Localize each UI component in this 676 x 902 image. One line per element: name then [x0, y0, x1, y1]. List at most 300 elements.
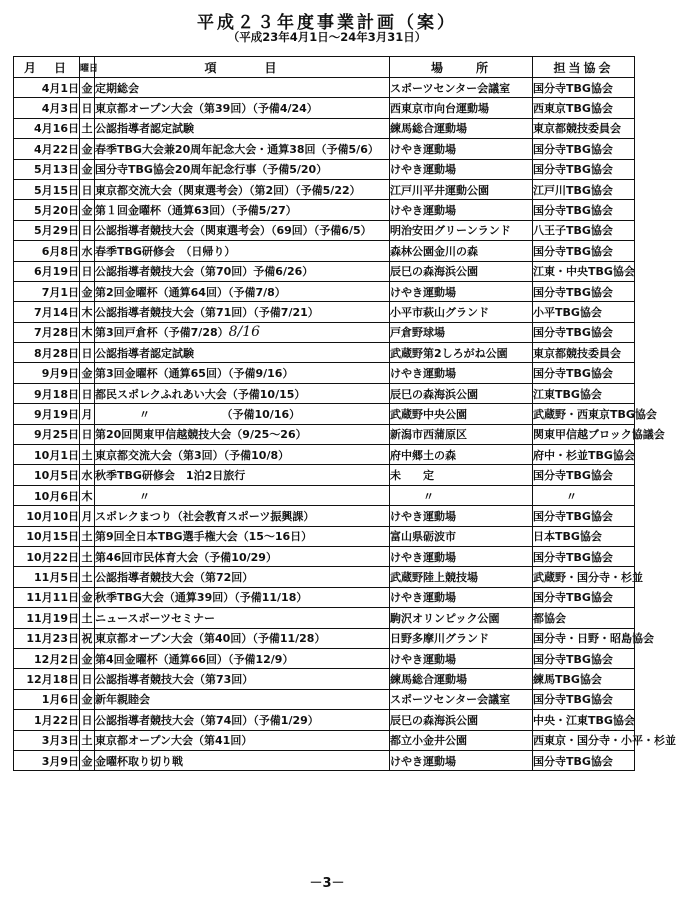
assoc-cell-text: 国分寺・日野・昭島協会: [533, 632, 654, 646]
place-cell-text: 駒沢オリンピック公園: [390, 611, 500, 625]
date-cell-text: 7月28日: [34, 326, 79, 340]
item-cell: [95, 445, 390, 465]
day-cell-text: 月: [81, 509, 93, 523]
assoc-cell: [533, 383, 635, 403]
table-row: [14, 506, 635, 526]
day-cell: [80, 241, 95, 261]
page-number: －3－: [309, 876, 345, 891]
item-cell-text: 第１回金曜杯（通算63回）（予備5/27）: [95, 204, 297, 218]
assoc-cell-text: 武蔵野・国分寺・杉並: [533, 571, 643, 585]
assoc-cell: [533, 322, 635, 342]
day-cell: [80, 78, 95, 98]
place-cell: [390, 424, 533, 444]
day-cell: [80, 750, 95, 770]
date-cell: [14, 608, 80, 628]
place-cell: [390, 608, 533, 628]
place-cell: [390, 587, 533, 607]
place-cell: [390, 363, 533, 383]
item-cell: [95, 750, 390, 770]
day-cell: [80, 139, 95, 159]
item-cell: [95, 689, 390, 709]
day-cell-text: 土: [81, 611, 93, 625]
place-cell-text: 練馬総合運動場: [390, 122, 467, 136]
day-cell-text: 日: [81, 224, 93, 238]
day-cell: [80, 546, 95, 566]
assoc-cell-text: 国分寺TBG協会: [533, 163, 613, 177]
day-cell: [80, 98, 95, 118]
day-cell-text: 木: [81, 489, 93, 503]
place-cell: [390, 159, 533, 179]
assoc-cell: [533, 526, 635, 546]
day-cell: [80, 587, 95, 607]
item-cell: [95, 302, 390, 322]
item-cell-text: 東京都交流大会（第3回）（予備10/8）: [95, 448, 290, 462]
assoc-cell-text: 国分寺TBG協会: [533, 509, 613, 523]
date-cell: [14, 567, 80, 587]
item-cell: [95, 159, 390, 179]
day-cell: [80, 179, 95, 199]
place-cell-text: 府中郷土の森: [390, 448, 456, 462]
date-cell-text: 9月18日: [34, 387, 79, 401]
place-cell: [390, 750, 533, 770]
assoc-cell-text: 八王子TBG協会: [533, 224, 613, 238]
place-cell: [390, 200, 533, 220]
header-row: [14, 57, 635, 78]
table-row: [14, 118, 635, 138]
assoc-cell: [533, 139, 635, 159]
date-cell-text: 4月16日: [34, 122, 79, 136]
day-cell: [80, 506, 95, 526]
date-cell: [14, 200, 80, 220]
assoc-cell-text: 国分寺TBG協会: [533, 367, 613, 381]
table-row: [14, 383, 635, 403]
date-cell: [14, 648, 80, 668]
day-cell-text: 土: [81, 530, 93, 544]
header-place: 場 所: [390, 57, 533, 78]
date-cell: [14, 526, 80, 546]
day-cell-text: 日: [81, 265, 93, 279]
assoc-cell: [533, 485, 635, 505]
day-cell-text: 月: [81, 407, 93, 421]
day-cell: [80, 363, 95, 383]
item-cell-text: 第2回金曜杯（通算64回）（予備7/8）: [95, 285, 286, 299]
assoc-cell: [533, 179, 635, 199]
table-row: [14, 526, 635, 546]
item-cell: [95, 241, 390, 261]
day-cell: [80, 445, 95, 465]
table-row: [14, 465, 635, 485]
assoc-cell: [533, 404, 657, 424]
place-cell-text: けやき運動場: [390, 550, 456, 564]
date-cell-text: 8月28日: [34, 346, 79, 360]
table-row: [14, 710, 635, 730]
date-cell-text: 11月19日: [26, 611, 79, 625]
day-cell: [80, 343, 95, 363]
item-cell: [95, 261, 390, 281]
item-cell: [95, 506, 390, 526]
assoc-cell-text: 江戸川TBG協会: [533, 183, 613, 197]
day-cell-text: 日: [81, 102, 93, 116]
place-cell: [390, 404, 533, 424]
assoc-cell: [533, 241, 635, 261]
assoc-cell: [533, 281, 635, 301]
date-cell-text: 11月5日: [34, 571, 79, 585]
place-cell: [390, 220, 533, 240]
date-cell: [14, 363, 80, 383]
item-cell-text: 第20回関東甲信越競技大会（9/25～26）: [95, 428, 307, 442]
date-cell-text: 10月15日: [26, 530, 79, 544]
date-cell-text: 3月3日: [41, 734, 79, 748]
place-cell: [390, 98, 533, 118]
date-cell: [14, 322, 80, 342]
assoc-cell-text: 東京都競技委員会: [533, 346, 621, 360]
item-cell: [95, 526, 390, 546]
table-row: [14, 669, 635, 689]
item-cell-text: スポレクまつり（社会教育スポーツ振興課）: [95, 509, 315, 523]
date-cell: [14, 485, 80, 505]
assoc-cell: [533, 689, 635, 709]
item-cell-text: 定期総会: [95, 81, 139, 95]
place-cell-text: 戸倉野球場: [390, 326, 445, 340]
place-cell: [390, 485, 533, 505]
assoc-cell-text: 国分寺TBG協会: [533, 591, 613, 605]
day-cell: [80, 526, 95, 546]
assoc-cell-text: 国分寺TBG協会: [533, 326, 613, 340]
date-cell-text: 10月10日: [26, 509, 79, 523]
table-row: [14, 281, 635, 301]
date-cell-text: 6月19日: [34, 265, 79, 279]
date-cell: [14, 587, 80, 607]
item-cell-text: ニュースポーツセミナー: [95, 611, 216, 625]
date-cell: [14, 424, 80, 444]
table-row: [14, 404, 635, 424]
place-cell-text: 辰巳の森海浜公園: [390, 387, 478, 401]
assoc-cell-text: 江東・中央TBG協会: [533, 265, 635, 279]
day-cell-text: 水: [81, 469, 93, 483]
place-cell: [390, 445, 533, 465]
place-cell: [390, 281, 533, 301]
day-cell-text: 水: [81, 244, 93, 258]
assoc-cell: [533, 363, 635, 383]
day-cell-text: 土: [81, 448, 93, 462]
item-cell-text: 金曜杯取り切り戦: [95, 754, 183, 768]
place-cell-text: 西東京市向台運動場: [390, 102, 489, 116]
item-cell: [95, 485, 390, 505]
item-cell-text: 第9回全日本TBG選手権大会（15～16日）: [95, 530, 313, 544]
day-cell-text: 土: [81, 571, 93, 585]
date-cell-text: 12月18日: [26, 673, 79, 687]
table-row: [14, 750, 635, 770]
document-title: 平成２３年度事業計画（案）: [197, 13, 457, 33]
date-cell: [14, 343, 80, 363]
item-cell-text: 新年親睦会: [95, 693, 150, 707]
item-cell-text: 公認指導者競技大会（第73回）: [95, 673, 254, 687]
assoc-cell-text: 国分寺TBG協会: [533, 754, 613, 768]
item-cell: [95, 669, 390, 689]
date-cell-text: 5月29日: [34, 224, 79, 238]
date-cell-text: 9月25日: [34, 428, 79, 442]
assoc-cell-text: 〃: [533, 489, 577, 503]
place-cell-text: 未 定: [390, 469, 434, 483]
date-cell-text: 10月1日: [34, 448, 79, 462]
table-row: [14, 302, 635, 322]
date-cell-text: 1月22日: [34, 713, 79, 727]
item-cell-text: 第46回市民体育大会（予備10/29）: [95, 550, 277, 564]
day-cell: [80, 710, 95, 730]
day-cell: [80, 118, 95, 138]
day-cell-text: 金: [81, 693, 93, 707]
date-cell-text: 11月11日: [26, 591, 79, 605]
day-cell: [80, 404, 95, 424]
date-cell-text: 6月8日: [41, 244, 79, 258]
day-cell-text: 金: [81, 591, 93, 605]
assoc-cell: [533, 608, 635, 628]
day-cell: [80, 669, 95, 689]
date-cell: [14, 546, 80, 566]
header-date: 月 日: [14, 57, 80, 78]
item-cell: [95, 281, 390, 301]
day-cell-text: 金: [81, 142, 93, 156]
item-cell-text: 春季TBG研修会 （日帰り）: [95, 244, 236, 258]
place-cell: [390, 78, 533, 98]
date-cell: [14, 383, 80, 403]
place-cell: [390, 546, 533, 566]
date-cell-text: 12月2日: [34, 652, 79, 666]
date-cell-text: 5月20日: [34, 204, 79, 218]
assoc-cell-text: 国分寺TBG協会: [533, 142, 613, 156]
date-cell: [14, 506, 80, 526]
date-cell: [14, 628, 80, 648]
place-cell-text: けやき運動場: [390, 754, 456, 768]
date-cell: [14, 730, 80, 750]
assoc-cell: [533, 628, 654, 648]
item-cell: [95, 78, 390, 98]
day-cell: [80, 424, 95, 444]
day-cell: [80, 485, 95, 505]
date-cell: [14, 241, 80, 261]
date-cell: [14, 98, 80, 118]
assoc-cell-text: 練馬TBG協会: [533, 673, 602, 687]
item-cell-text: 秋季TBG大会（通算39回）（予備11/18）: [95, 591, 308, 605]
item-cell: [95, 648, 390, 668]
place-cell-text: 練馬総合運動場: [390, 673, 467, 687]
table-row: [14, 485, 635, 505]
place-cell-text: けやき運動場: [390, 509, 456, 523]
item-cell: [95, 322, 390, 342]
item-cell-text: 公認指導者競技大会（第72回）: [95, 571, 254, 585]
date-cell: [14, 159, 80, 179]
assoc-cell: [533, 302, 635, 322]
item-cell: [95, 383, 390, 403]
assoc-cell: [533, 648, 635, 668]
item-cell: [95, 710, 390, 730]
place-cell: [390, 322, 533, 342]
date-cell: [14, 220, 80, 240]
place-cell-text: けやき運動場: [390, 285, 456, 299]
assoc-cell-text: 西東京・国分寺・小平・杉並: [533, 734, 676, 748]
day-cell-text: 日: [81, 183, 93, 197]
table-row: [14, 424, 635, 444]
table-row: [14, 587, 635, 607]
table-row: [14, 179, 635, 199]
item-cell: [95, 179, 390, 199]
assoc-cell-text: 国分寺TBG協会: [533, 652, 613, 666]
assoc-cell: [533, 200, 635, 220]
item-cell-text: 国分寺TBG協会20周年記念行事（予備5/20）: [95, 163, 328, 177]
item-cell: [95, 424, 390, 444]
place-cell: [390, 383, 533, 403]
item-cell: [95, 343, 390, 363]
date-cell: [14, 750, 80, 770]
assoc-cell: [533, 750, 635, 770]
assoc-cell: [533, 730, 676, 750]
date-cell: [14, 118, 80, 138]
item-cell-text: 東京都オープン大会（第41回）: [95, 734, 253, 748]
item-cell-text: 東京都交流大会（関東選考会）（第2回）（予備5/22）: [95, 183, 361, 197]
header-assoc: 担当協会: [533, 57, 635, 78]
day-cell: [80, 689, 95, 709]
table-row: [14, 322, 635, 342]
table-row: [14, 363, 635, 383]
place-cell-text: 武蔵野中央公園: [390, 407, 467, 421]
table-row: [14, 241, 635, 261]
table-row: [14, 261, 635, 281]
day-cell-text: 金: [81, 285, 93, 299]
item-cell: [95, 546, 390, 566]
date-cell-text: 1月6日: [41, 693, 79, 707]
place-cell-text: けやき運動場: [390, 204, 456, 218]
schedule-body: [14, 78, 676, 771]
date-cell: [14, 179, 80, 199]
day-cell: [80, 648, 95, 668]
date-cell: [14, 710, 80, 730]
item-cell: [95, 118, 390, 138]
item-cell: [95, 139, 390, 159]
place-cell-text: 武蔵野第2しろがね公園: [390, 346, 508, 360]
day-cell: [80, 730, 95, 750]
day-cell-text: 土: [81, 734, 93, 748]
assoc-cell: [533, 424, 665, 444]
assoc-cell-text: 国分寺TBG協会: [533, 81, 613, 95]
place-cell-text: けやき運動場: [390, 591, 456, 605]
date-cell-text: 7月14日: [34, 305, 79, 319]
item-cell-text: 〃: [95, 489, 150, 503]
assoc-cell-text: 武蔵野・西東京TBG協会: [533, 407, 657, 421]
table-row: [14, 567, 635, 587]
assoc-cell: [533, 587, 635, 607]
day-cell-text: 金: [81, 204, 93, 218]
date-cell: [14, 302, 80, 322]
date-cell-text: 9月19日: [34, 407, 79, 421]
date-cell-text: 4月1日: [41, 81, 79, 95]
day-cell-text: 金: [81, 81, 93, 95]
date-cell: [14, 78, 80, 98]
place-cell-text: スポーツセンター会議室: [390, 693, 511, 707]
date-cell-text: 5月15日: [34, 183, 79, 197]
date-cell-text: 5月13日: [34, 163, 79, 177]
date-cell-text: 10月22日: [26, 550, 79, 564]
assoc-cell: [533, 445, 635, 465]
place-cell-text: けやき運動場: [390, 163, 456, 177]
place-cell: [390, 526, 533, 546]
item-cell-text: 都民スポレクふれあい大会（予備10/15）: [95, 387, 306, 401]
assoc-cell-text: 都協会: [533, 611, 566, 625]
assoc-cell-text: 国分寺TBG協会: [533, 244, 613, 258]
table-row: [14, 200, 635, 220]
day-cell: [80, 200, 95, 220]
date-cell: [14, 465, 80, 485]
assoc-cell: [533, 567, 643, 587]
item-cell-text: 〃 （予備10/16）: [95, 407, 301, 421]
day-cell-text: 日: [81, 428, 93, 442]
place-cell-text: 辰巳の森海浜公園: [390, 265, 478, 279]
day-cell: [80, 302, 95, 322]
day-cell-text: 日: [81, 346, 93, 360]
assoc-cell-text: 国分寺TBG協会: [533, 285, 613, 299]
item-cell-text: 東京都オープン大会（第39回）（予備4/24）: [95, 102, 318, 116]
date-cell-text: 3月9日: [41, 754, 79, 768]
table-row: [14, 139, 635, 159]
day-cell: [80, 465, 95, 485]
day-cell: [80, 322, 95, 342]
item-cell: [95, 200, 390, 220]
day-cell-text: 金: [81, 754, 93, 768]
item-cell-text: 公認指導者競技大会（第71回）（予備7/21）: [95, 305, 319, 319]
assoc-cell-text: 府中・杉並TBG協会: [533, 448, 635, 462]
place-cell-text: 森林公園金川の森: [390, 244, 478, 258]
item-cell: [95, 628, 390, 648]
table-row: [14, 445, 635, 465]
assoc-cell-text: 西東京TBG協会: [533, 102, 613, 116]
item-cell: [95, 220, 390, 240]
date-cell: [14, 669, 80, 689]
date-cell-text: 10月6日: [34, 489, 79, 503]
place-cell: [390, 302, 533, 322]
table-row: [14, 689, 635, 709]
date-cell-text: 9月9日: [41, 367, 79, 381]
item-cell-text: 公認指導者認定試験: [95, 346, 194, 360]
fiscal-period: （平成23年4月1日～24年3月31日）: [227, 30, 427, 44]
header-item: 項 目: [95, 57, 390, 78]
place-cell-text: 〃: [390, 489, 434, 503]
place-cell-text: 富山県砺波市: [390, 530, 456, 544]
assoc-cell: [533, 118, 635, 138]
place-cell: [390, 710, 533, 730]
day-cell-text: 日: [81, 713, 93, 727]
item-cell: [95, 587, 390, 607]
date-cell: [14, 689, 80, 709]
place-cell-text: けやき運動場: [390, 652, 456, 666]
day-cell-text: 土: [81, 550, 93, 564]
day-cell-text: 日: [81, 387, 93, 401]
item-cell-text: 第3回戸倉杯（予備7/28）: [95, 326, 229, 340]
place-cell-text: けやき運動場: [390, 142, 456, 156]
assoc-cell: [533, 261, 635, 281]
date-cell: [14, 281, 80, 301]
item-cell-text: 秋季TBG研修会 1泊2日旅行: [95, 469, 246, 483]
assoc-cell: [533, 159, 635, 179]
assoc-cell-text: 東京都競技委員会: [533, 122, 621, 136]
place-cell-text: 日野多摩川グランド: [390, 632, 489, 646]
assoc-cell: [533, 343, 635, 363]
assoc-cell: [533, 98, 635, 118]
assoc-cell: [533, 78, 635, 98]
table-row: [14, 648, 635, 668]
item-cell-text: 公認指導者競技大会（第70回）予備6/26）: [95, 265, 314, 279]
item-cell-text: 春季TBG大会兼20周年記念大会・通算38回（予備5/6）: [95, 142, 379, 156]
assoc-cell: [533, 506, 635, 526]
place-cell: [390, 689, 533, 709]
